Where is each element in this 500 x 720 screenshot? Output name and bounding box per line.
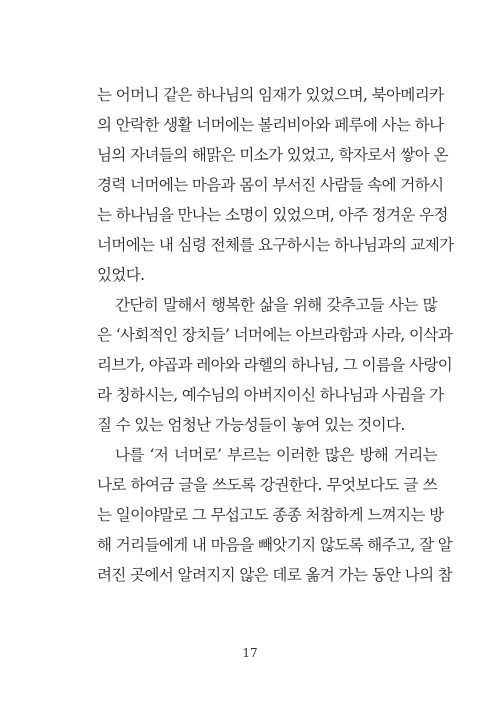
text-line: 의 안락한 생활 너머에는 볼리비아와 페루에 사는 하나 (97, 116, 444, 134)
text-line: 리브가, 야곱과 레아와 라헬의 하나님, 그 이름을 사랑이 (97, 356, 453, 374)
text-line: 경력 너머에는 마음과 몸이 부서진 사람들 속에 거하시 (97, 176, 444, 194)
page-number: 17 (242, 646, 258, 660)
body-text (97, 80, 454, 590)
text-line: 은 ‘사회적인 장치들’ 너머에는 아브라함과 사라, 이삭과 (97, 326, 453, 344)
text-line: 해 거리들에게 내 마음을 빼앗기지 않도록 해주고, 잘 알 (97, 536, 453, 554)
text-line: 려진 곳에서 알려지지 않은 데로 옮겨 가는 동안 나의 참 (97, 566, 453, 584)
text-line: 라 칭하시는, 예수님의 아버지이신 하나님과 사귐을 가 (97, 386, 444, 404)
text-line: 너머에는 내 심령 전체를 요구하시는 하나님과의 교제가 (97, 236, 454, 254)
text-line: 님의 자녀들의 해맑은 미소가 있었고, 학자로서 쌓아 온 (97, 146, 448, 164)
text-line: 있었다. (97, 266, 145, 284)
paragraph-1 (97, 80, 454, 290)
text-line: 간단히 말해서 행복한 삶을 위해 갖추고들 사는 많 (115, 296, 437, 314)
text-line: 는 어머니 같은 하나님의 임재가 있었으며, 북아메리카 (97, 86, 444, 104)
paragraph-3 (97, 440, 453, 590)
text-line: 나를 ‘저 너머로’ 부르는 이러한 많은 방해 거리는 (115, 446, 437, 464)
text-line: 질 수 있는 엄청난 가능성들이 놓여 있는 것이다. (97, 416, 405, 434)
paragraph-2 (97, 290, 453, 440)
text-line: 는 하나님을 만나는 소명이 있었으며, 아주 정겨운 우정 (97, 206, 448, 224)
text-line: 는 일이야말로 그 무섭고도 종종 처참하게 느껴지는 방 (97, 506, 444, 524)
text-line: 나로 하여금 글을 쓰도록 강권한다. 무엇보다도 글 쓰 (97, 476, 437, 494)
